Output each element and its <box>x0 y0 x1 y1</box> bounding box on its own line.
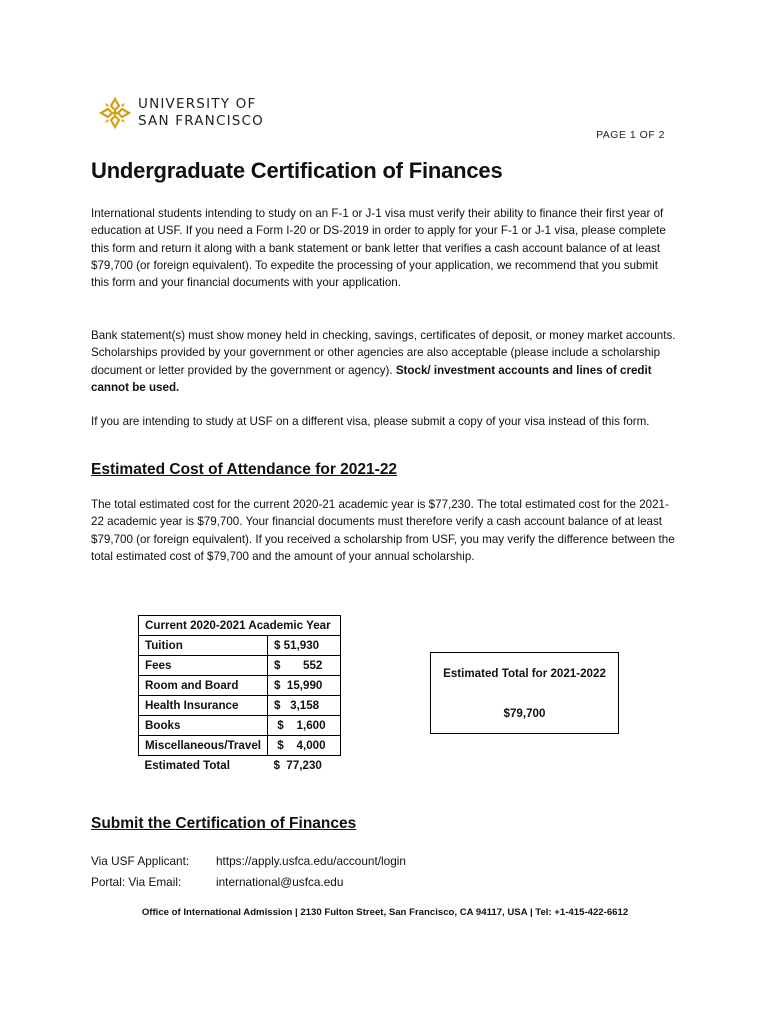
cost-table-header-row <box>139 616 341 636</box>
cost-table-header: Current 2020-2021 Academic Year <box>139 616 341 636</box>
table-total-row <box>139 756 341 776</box>
intro-paragraph-2-bold: Stock/ investment accounts and lines of credit cannot be used. <box>91 363 652 394</box>
intro-paragraph-1: International students intending to study on an F-1 or J-1 visa must verify their ability to finance their first year of education at USF. If you need a Form I-20 or DS-2019 in order to apply for your F-1 or J-1 visa, please complete this form and return it along with a bank statement or bank letter that verifies a cash account balance of at least $79,700 (or foreign equivalent). To expedite the processing of your application, we recommend that you submit this form and your financial documents with your application. <box>91 207 666 290</box>
logo-line-2: SAN FRANCISCO <box>138 113 265 129</box>
table-row <box>139 736 341 756</box>
cost-amount: $ 1,600 <box>268 716 341 736</box>
cost-amount: $ 3,158 <box>268 696 341 716</box>
usf-logo-icon <box>98 96 132 130</box>
cost-label: Fees <box>139 656 268 676</box>
table-row <box>139 656 341 676</box>
intro-paragraph-3: If you are intending to study at USF on a different visa, please submit a copy of your visa instead of this form. <box>91 415 650 428</box>
cost-amount: $ 15,990 <box>268 676 341 696</box>
intro-paragraph-2 <box>91 327 676 396</box>
page-title: Undergraduate Certification of Finances <box>91 158 503 183</box>
cost-paragraph: The total estimated cost for the current 2020-21 academic year is $77,230. The total estimated cost for the 2021-22 academic year is $79,700. Your financial documents must therefore verify a cash account balance of at least $79,700 (or foreign equivalent). If you received a scholarship from USF, you may verify the difference between the total estimated cost of $79,700 and the amount of your annual scholarship. <box>91 498 675 563</box>
table-row <box>139 676 341 696</box>
submit-row-2-label: Portal: Via Email: <box>91 875 182 889</box>
cost-amount: $ 51,930 <box>268 636 341 656</box>
logo-wordmark <box>138 96 264 130</box>
footer-contact: Office of International Admission | 2130 Fulton Street, San Francisco, CA 94117, USA | Tel: +1-415-422-6612 <box>141 907 629 918</box>
cost-amount: $ 4,000 <box>268 736 341 756</box>
estimated-total-value: $79,700 <box>503 707 546 720</box>
university-logo <box>98 96 264 130</box>
applicant-portal-link[interactable]: https://apply.usfca.edu/account/login <box>216 854 406 868</box>
cost-label: Tuition <box>139 636 268 656</box>
cost-table <box>138 615 341 775</box>
cost-amount: $ 552 <box>268 656 341 676</box>
page-number: PAGE 1 OF 2 <box>596 129 665 141</box>
email-link[interactable]: international@usfca.edu <box>216 875 344 889</box>
cost-label: Room and Board <box>139 676 268 696</box>
table-row <box>139 696 341 716</box>
total-label: Estimated Total <box>144 759 230 772</box>
submit-section-heading: Submit the Certification of Finances <box>91 815 357 832</box>
cost-label: Books <box>139 716 268 736</box>
cost-label: Health Insurance <box>139 696 268 716</box>
logo-line-1: UNIVERSITY OF <box>138 96 257 112</box>
cost-label: Miscellaneous/Travel <box>139 736 268 756</box>
table-row <box>139 716 341 736</box>
estimated-total-label: Estimated Total for 2021-2022 <box>443 667 606 680</box>
total-amount: $ 77,230 <box>273 759 322 772</box>
submit-row-1-label: Via USF Applicant: <box>91 854 190 868</box>
cost-section-heading: Estimated Cost of Attendance for 2021-22 <box>91 461 398 478</box>
table-row <box>139 636 341 656</box>
intro-paragraph-2-text: Bank statement(s) must show money held in checking, savings, certificates of deposit, or money market accounts. Scholarships provided by your government or other agencies are also acceptable (please include a scholarship document or letter provided by the government or agency). <box>91 329 676 377</box>
estimated-total-box <box>430 652 619 734</box>
